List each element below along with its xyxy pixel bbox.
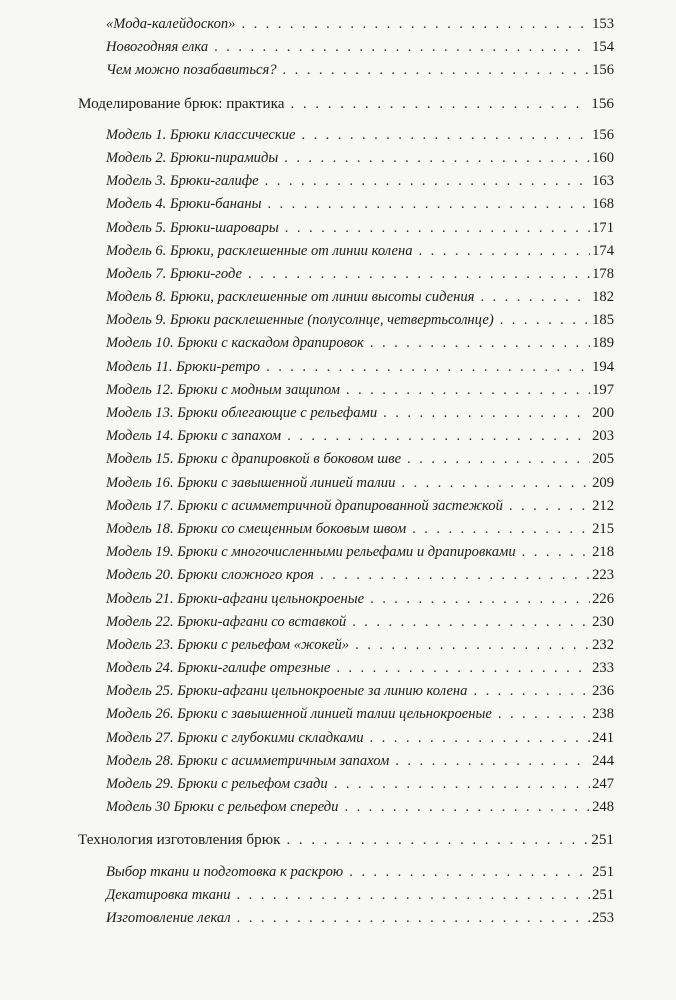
leader-dots	[334, 773, 590, 796]
toc-entry-page: 247	[592, 776, 614, 792]
toc-entry[interactable]	[0, 124, 614, 147]
leader-dots	[407, 448, 590, 471]
toc-entry[interactable]	[0, 680, 614, 703]
leader-dots	[395, 750, 590, 773]
toc-entry-title: Новогодняя елка	[106, 39, 209, 56]
leader-dots	[370, 727, 591, 750]
toc-entry[interactable]	[0, 448, 614, 471]
toc-entry[interactable]	[0, 379, 614, 402]
toc-entry-page: 253	[592, 909, 614, 926]
toc-entry[interactable]	[0, 356, 614, 379]
toc-entry-title: Модель 26. Брюки с завышенной линией талии цельнокроеные	[106, 706, 492, 723]
toc-entry-title: Модель 13. Брюки облегающие с рельефами	[106, 405, 378, 421]
toc-entry-title: Выбор ткани и подготовка к раскрою	[106, 863, 344, 880]
toc-entry[interactable]	[0, 402, 614, 425]
toc-entry[interactable]	[0, 796, 614, 819]
toc-entry-title: Модель 6. Брюки, расклешенные от линии колена	[106, 242, 413, 259]
toc-entry[interactable]	[0, 495, 614, 518]
toc-entry-title: Модель 14. Брюки с запахом	[106, 428, 282, 445]
toc-entry[interactable]	[0, 309, 614, 332]
toc-entry-page: 238	[592, 706, 614, 723]
toc-section-page: 251	[591, 831, 614, 849]
toc-entry-page: 194	[592, 358, 614, 375]
toc-entry-title: Чем можно позабавиться?	[106, 62, 277, 79]
toc-entry[interactable]	[0, 907, 614, 930]
toc-entry-page: 251	[592, 863, 614, 880]
toc-section-page: 156	[591, 94, 614, 112]
toc-entry-title: Модель 25. Брюки-афгани цельнокроеные за линию колена	[106, 683, 468, 700]
toc-entry-page: 209	[592, 474, 614, 491]
toc-entry[interactable]	[0, 286, 614, 309]
toc-entry-page: 233	[592, 660, 614, 677]
leader-dots	[412, 518, 590, 541]
toc-entry-page: 212	[592, 497, 614, 514]
toc-entry-title: Модель 27. Брюки с глубокими складками	[106, 729, 364, 746]
leader-dots	[287, 425, 590, 448]
leader-dots	[352, 611, 590, 634]
leader-dots	[346, 379, 590, 402]
leader-dots	[285, 217, 590, 240]
toc-entry-title: Модель 28. Брюки с асимметричным запахом	[106, 752, 390, 769]
toc-entry[interactable]	[0, 564, 614, 587]
toc-entry-title: Модель 16. Брюки с завышенной линией талии	[106, 474, 396, 491]
toc-entry-page: 244	[592, 752, 614, 769]
leader-dots	[291, 92, 590, 115]
toc-entry-page: 182	[592, 289, 614, 306]
toc-entry[interactable]	[0, 13, 614, 36]
leader-dots	[320, 564, 590, 587]
toc-entry-title: Модель 10. Брюки с каскадом драпировок	[106, 335, 364, 352]
toc-entry[interactable]	[0, 59, 614, 82]
toc-entry-title: Модель 24. Брюки-галифе отрезные	[106, 660, 331, 677]
toc-entry-title: Модель 9. Брюки расклешенные (полусолнце, четвертьсолнце)	[106, 312, 494, 329]
toc-entry-title: Модель 29. Брюки с рельефом сзади	[106, 776, 328, 792]
toc-entry-page: 236	[592, 683, 614, 700]
toc-entry[interactable]	[0, 36, 614, 59]
leader-dots	[370, 588, 590, 611]
toc-entry[interactable]	[0, 634, 614, 657]
leader-dots	[336, 657, 590, 680]
leader-dots	[480, 286, 590, 309]
toc-entry-page: 241	[592, 729, 614, 746]
toc-entry[interactable]	[0, 884, 614, 907]
toc-entry-page: 215	[592, 520, 614, 537]
toc-entry-page: 218	[592, 544, 614, 561]
toc-entry-page: 153	[592, 16, 614, 32]
leader-dots	[500, 309, 590, 332]
toc-entry-page: 251	[592, 886, 614, 903]
toc-entry-page: 223	[592, 567, 614, 584]
leader-dots	[214, 36, 590, 59]
toc-entry[interactable]	[0, 472, 614, 495]
toc-entry-title: Модель 19. Брюки с многочисленными рельефами и драпировками	[106, 544, 516, 561]
leader-dots	[248, 263, 590, 286]
leader-dots	[401, 472, 590, 495]
toc-entry-title: Модель 20. Брюки сложного кроя	[106, 567, 314, 584]
toc-entry[interactable]	[0, 703, 614, 726]
toc-entry[interactable]	[0, 425, 614, 448]
toc-entry-title: Модель 4. Брюки-бананы	[106, 196, 262, 213]
toc-entry-page: 230	[592, 613, 614, 630]
toc-entry-page: 248	[592, 799, 614, 816]
leader-dots	[266, 356, 590, 379]
toc-entry-page: 154	[592, 39, 614, 56]
leader-dots	[355, 634, 590, 657]
leader-dots	[473, 680, 590, 703]
leader-dots	[370, 332, 590, 355]
toc-entry[interactable]	[0, 727, 614, 750]
toc-entry-page: 163	[592, 173, 614, 190]
leader-dots	[237, 907, 591, 930]
toc-entry[interactable]	[0, 240, 614, 263]
leader-dots	[241, 13, 590, 36]
toc-entry[interactable]	[0, 263, 614, 286]
leader-dots	[284, 147, 590, 170]
toc-entry[interactable]	[0, 588, 614, 611]
toc-entry-title: Модель 1. Брюки классические	[106, 126, 296, 143]
toc-entry-page: 200	[592, 405, 614, 421]
toc-entry-page: 232	[592, 636, 614, 653]
toc-entry[interactable]	[0, 611, 614, 634]
toc-entry-page: 160	[592, 149, 614, 166]
toc-entry-page: 168	[592, 196, 614, 213]
leader-dots	[344, 796, 590, 819]
toc-entry-title: Модель 8. Брюки, расклешенные от линии высоты сидения	[106, 289, 475, 306]
toc-entry-page: 156	[592, 126, 614, 143]
leader-dots	[522, 541, 590, 564]
toc-entry-title: Модель 30 Брюки с рельефом спереди	[106, 799, 339, 816]
toc-entry-title: Модель 2. Брюки-пирамиды	[106, 149, 279, 166]
toc-entry-title: Модель 7. Брюки-годе	[106, 265, 242, 282]
toc-entry-page: 178	[592, 265, 614, 282]
toc-entry-page: 203	[592, 428, 614, 445]
toc-entry-page: 197	[592, 381, 614, 398]
toc-entry-page: 174	[592, 242, 614, 259]
toc-entry-title: Модель 18. Брюки со смещенным боковым швом	[106, 520, 407, 537]
toc-section-title: Моделирование брюк: практика	[78, 94, 285, 112]
toc-entry-page: 205	[592, 451, 614, 468]
toc-section-heading[interactable]	[0, 92, 614, 115]
toc-entry[interactable]	[0, 861, 614, 884]
leader-dots	[267, 193, 590, 216]
toc-entry[interactable]	[0, 193, 614, 216]
leader-dots	[265, 170, 590, 193]
toc-entry-page: 189	[592, 335, 614, 352]
leader-dots	[498, 703, 590, 726]
toc-entry-title: «Мода-калейдоскоп»	[106, 16, 236, 32]
toc-entry-title: Модель 23. Брюки с рельефом «жокей»	[106, 636, 350, 653]
leader-dots	[301, 124, 590, 147]
toc-entry[interactable]	[0, 170, 614, 193]
toc-entry-page: 156	[592, 62, 614, 79]
toc-entry-title: Модель 3. Брюки-галифе	[106, 173, 259, 190]
toc-entry-title: Модель 11. Брюки-ретро	[106, 358, 261, 375]
table-of-contents	[0, 13, 676, 930]
toc-section-title: Технология изготовления брюк	[78, 831, 281, 849]
toc-entry[interactable]	[0, 541, 614, 564]
toc-entry[interactable]	[0, 657, 614, 680]
toc-entry[interactable]	[0, 518, 614, 541]
toc-entry-title: Модель 5. Брюки-шаровары	[106, 219, 279, 236]
leader-dots	[286, 828, 589, 851]
toc-entry[interactable]	[0, 773, 614, 796]
leader-dots	[237, 884, 591, 907]
toc-entry[interactable]	[0, 147, 614, 170]
leader-dots	[349, 861, 590, 884]
toc-entry-title: Модель 21. Брюки-афгани цельнокроеные	[106, 590, 365, 607]
toc-entry[interactable]	[0, 332, 614, 355]
toc-entry-page: 226	[592, 590, 614, 607]
leader-dots	[419, 240, 591, 263]
toc-entry-title: Модель 17. Брюки с асимметричной драпированной застежкой	[106, 497, 503, 514]
toc-entry-page: 171	[592, 219, 614, 236]
toc-entry[interactable]	[0, 217, 614, 240]
toc-entry-page: 185	[592, 312, 614, 329]
leader-dots	[283, 59, 591, 82]
toc-entry-title: Декатировка ткани	[106, 886, 231, 903]
toc-entry[interactable]	[0, 750, 614, 773]
toc-entry-title: Изготовление лекал	[106, 909, 231, 926]
leader-dots	[509, 495, 590, 518]
toc-entry-title: Модель 12. Брюки с модным защипом	[106, 381, 340, 398]
leader-dots	[383, 402, 590, 425]
toc-entry-title: Модель 15. Брюки с драпировкой в боковом шве	[106, 451, 402, 468]
toc-entry-title: Модель 22. Брюки-афгани со вставкой	[106, 613, 347, 630]
toc-section-heading[interactable]	[0, 828, 614, 851]
